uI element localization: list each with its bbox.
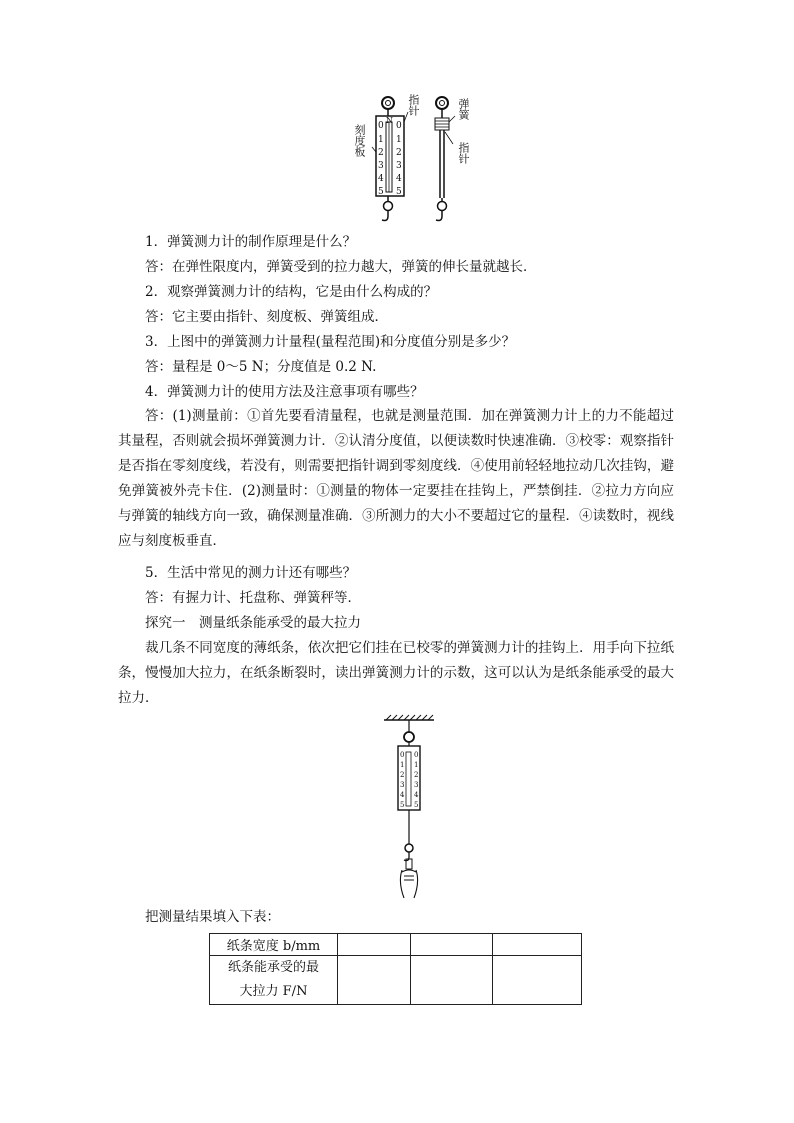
explore-body: 裁几条不同宽度的薄纸条，依次把它们挂在已校零的弹簧测力计的挂钩上．用手向下拉纸条，慢慢加大拉力，在纸条断裂时，读出弹簧测力计的示数，这可以认为是纸条能承受的最大拉力．: [118, 640, 674, 706]
label-spring: 弹簧: [457, 98, 470, 120]
results-table: [209, 933, 582, 1005]
row-label-max-force: [210, 956, 338, 1005]
table-intro: 把测量结果填入下表：: [145, 909, 280, 925]
svg-text:2: 2: [414, 771, 419, 779]
svg-text:5: 5: [396, 187, 402, 197]
table-row: [210, 956, 582, 1005]
hanging-scale-diagram: [380, 712, 440, 902]
svg-text:5: 5: [378, 187, 384, 197]
question-2: 2．观察弹簧测力计的结构，它是由什么构成的？: [145, 284, 438, 300]
answer-4: 答：(1)测量前：①首先要看清量程，也就是测量范围．加在弹簧测力计上的力不能超过其量程，否则就会损坏弹簧测力计．②认清分度值，以便读数时快速准确．③校零：观察指针是否指在零刻度线，若没有，则需要把指针调到零刻度线．④使用前轻轻地拉动几次挂钩，避免弹簧被外壳卡住．(2)测量时：①测量的物体一定要挂在挂钩上，严禁倒挂．②拉力方向应与弹簧的轴线方向一致，确保测量准确．③所测力的大小不要超过它的量程．④读数时，视线应与刻度板垂直．: [118, 408, 674, 549]
svg-text:3: 3: [396, 161, 402, 171]
row-label-max-force-line1: 纸条能承受的最: [227, 960, 319, 975]
svg-text:0: 0: [414, 751, 419, 759]
row-label-width: 纸条宽度 b/mm: [210, 934, 338, 956]
spring-scale-figure: [345, 92, 475, 232]
answer-2: 答：它主要由指针、刻度板、弹簧组成．: [145, 309, 388, 325]
svg-text:4: 4: [378, 174, 384, 184]
svg-text:0: 0: [400, 751, 405, 759]
svg-text:N: N: [386, 116, 393, 125]
svg-text:3: 3: [378, 161, 384, 171]
svg-text:2: 2: [378, 148, 384, 158]
svg-text:2: 2: [400, 771, 405, 779]
svg-text:2: 2: [396, 148, 402, 158]
explore-title: 探究一 测量纸条能承受的最大拉力: [145, 615, 361, 631]
question-4: 4．弹簧测力计的使用方法及注意事项有哪些？: [145, 384, 424, 400]
answer-3: 答：量程是 0～5 N；分度值是 0.2 N.: [145, 359, 377, 375]
question-5: 5．生活中常见的测力计还有哪些？: [145, 565, 357, 581]
table-cell[interactable]: [411, 956, 493, 1005]
table-cell[interactable]: [338, 956, 411, 1005]
svg-text:0: 0: [378, 121, 384, 131]
answer-1: 答：在弹性限度内，弹簧受到的拉力越大，弹簧的伸长量就越长．: [145, 259, 537, 275]
svg-text:3: 3: [400, 781, 405, 789]
table-row: [210, 934, 582, 956]
question-1: 1．弹簧测力计的制作原理是什么？: [145, 234, 357, 250]
svg-text:3: 3: [414, 781, 419, 789]
answer-5: 答：有握力计、托盘称、弹簧秤等．: [145, 590, 361, 606]
row-label-max-force-line2: 大拉力 F/N: [239, 984, 308, 999]
svg-text:4: 4: [400, 791, 405, 799]
svg-text:0: 0: [396, 121, 402, 131]
hanging-scale-figure: [380, 712, 440, 902]
label-scale-board: 刻度板: [353, 124, 366, 157]
table-cell[interactable]: [493, 956, 582, 1005]
svg-text:1: 1: [378, 135, 384, 145]
svg-text:5: 5: [414, 801, 419, 809]
label-pointer: 指针: [407, 94, 420, 116]
svg-text:5: 5: [400, 801, 405, 809]
svg-text:1: 1: [396, 135, 402, 145]
question-3: 3．上图中的弹簧测力计量程(量程范围)和分度值分别是多少？: [145, 334, 516, 350]
table-cell[interactable]: [338, 934, 411, 956]
table-cell[interactable]: [411, 934, 493, 956]
svg-text:1: 1: [400, 761, 405, 769]
label-pointer-right: 指针: [457, 142, 470, 164]
table-cell[interactable]: [493, 934, 582, 956]
svg-text:4: 4: [396, 174, 402, 184]
svg-text:4: 4: [414, 791, 419, 799]
svg-text:1: 1: [414, 761, 419, 769]
